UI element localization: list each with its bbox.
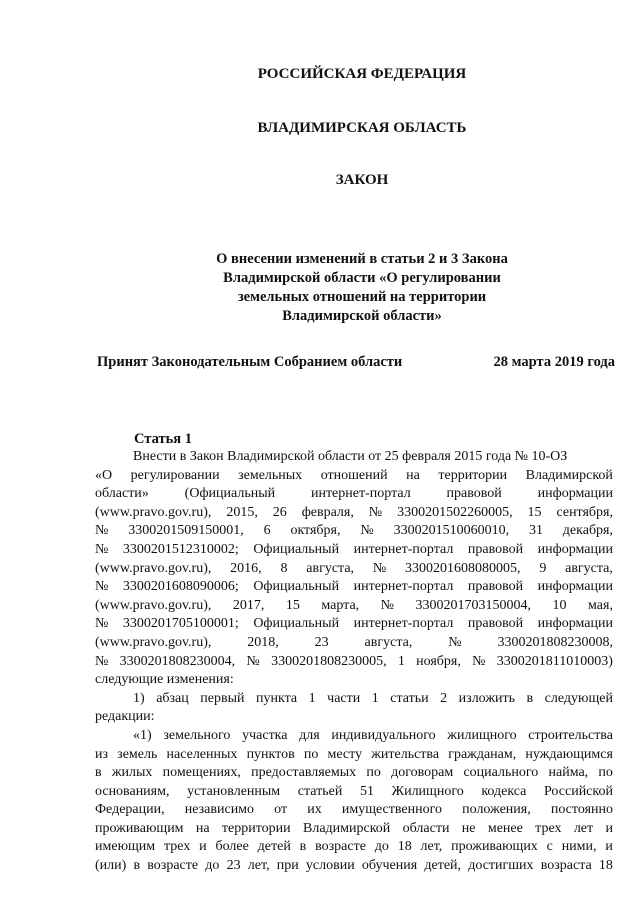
body-word: обучения — [361, 858, 418, 874]
body-word: земельного — [163, 727, 231, 743]
body-word: интернет-портал — [353, 579, 454, 595]
body-word: населенных — [166, 746, 238, 762]
body-word: августа, — [364, 634, 413, 650]
body-line — [95, 541, 613, 560]
body-word: (www.pravo.gov.ru), — [95, 504, 212, 520]
body-word: (www.pravo.gov.ru), — [95, 597, 212, 613]
body-word: детей, — [424, 858, 462, 874]
body-word: трех — [535, 820, 562, 836]
body-word: нуждающимся — [525, 746, 613, 762]
body-word: в — [526, 690, 534, 706]
body-word: 31 — [528, 523, 543, 539]
body-word: № — [372, 560, 387, 576]
body-word: гражданам, — [448, 746, 517, 762]
body-line — [95, 615, 613, 634]
body-word: по — [366, 765, 381, 781]
article-heading: Статья 1 — [134, 431, 192, 447]
body-word: интернет-портал — [310, 486, 411, 502]
body-word: мая, — [588, 597, 613, 613]
body-word: информации — [537, 541, 613, 557]
body-word: 18 — [598, 858, 613, 874]
body-word: № — [95, 616, 109, 632]
body-word: 2017, — [232, 597, 265, 613]
body-word: проживающим — [95, 820, 184, 836]
body-word: пунктов — [246, 746, 295, 762]
header-region: ВЛАДИМИРСКАЯ ОБЛАСТЬ — [257, 120, 467, 136]
body-word: 3300201808230004, — [119, 653, 236, 669]
body-word: в — [95, 765, 102, 781]
adoption-row — [97, 354, 615, 374]
body-word: правовой — [467, 616, 524, 632]
body-line — [95, 727, 613, 746]
body-word: жилых — [111, 765, 153, 781]
body-word: августа, — [306, 560, 355, 576]
body-line — [95, 653, 613, 672]
body-word: предоставляемых — [251, 765, 357, 781]
article-body — [95, 448, 613, 876]
body-word: найма, — [548, 765, 589, 781]
body-line — [95, 764, 613, 783]
body-word: 1 — [397, 653, 405, 669]
law-title — [42, 250, 640, 326]
body-word: интернет-портал — [353, 616, 454, 632]
body-line — [95, 838, 613, 857]
body-word: территории — [221, 820, 291, 836]
body-word: первый — [200, 690, 245, 706]
body-word: ними, — [561, 839, 597, 855]
body-word: № — [360, 523, 374, 539]
body-word: информации — [537, 579, 613, 595]
body-word: области» — [95, 486, 149, 502]
body-word: 3300201510060010, — [393, 523, 510, 539]
body-word: (Официальный — [184, 486, 276, 502]
body-word: Жилищного — [391, 783, 464, 799]
body-word: кодекса — [481, 783, 527, 799]
body-word: 15 — [285, 597, 300, 613]
body-word: жительства — [371, 746, 440, 762]
body-word: 18 — [397, 839, 412, 855]
body-word: лет, — [420, 839, 443, 855]
body-word: менее — [487, 820, 523, 836]
body-word: Официальный — [253, 541, 340, 557]
body-word: 3300201608090006; — [122, 579, 239, 595]
body-word: 3300201811010003) — [496, 653, 613, 669]
body-word: 3300201502260005, — [397, 504, 513, 520]
body-word: 3300201608080005, — [405, 560, 521, 576]
body-word: 10 — [552, 597, 567, 613]
body-word: декабря, — [562, 523, 613, 539]
body-word: и — [199, 839, 207, 855]
body-word: месту — [327, 746, 363, 762]
body-line — [95, 560, 613, 579]
body-word: и — [605, 820, 613, 836]
body-word: 23 — [226, 858, 241, 874]
body-word: имеющим — [95, 839, 156, 855]
body-word: октября, — [290, 523, 341, 539]
body-word: № — [368, 504, 383, 520]
body-line — [95, 857, 613, 876]
body-line — [95, 746, 613, 765]
law-title-line: Владимирской области» — [282, 308, 442, 324]
body-word: имущественного — [341, 802, 443, 818]
body-word: пункта — [256, 690, 298, 706]
body-word: следующей — [544, 690, 613, 706]
body-word: их — [307, 802, 322, 818]
adoption-date: 28 марта 2019 года — [493, 354, 615, 370]
body-line — [95, 801, 613, 820]
body-word: правовой — [446, 486, 502, 502]
body-word: ноября, — [416, 653, 461, 669]
body-word: строительства — [528, 727, 613, 743]
body-word: до — [205, 858, 220, 874]
header-doc-type: ЗАКОН — [335, 172, 389, 188]
body-line — [95, 467, 613, 486]
body-word: 3300201509150001, — [128, 523, 244, 539]
body-word: по — [303, 746, 319, 762]
body-word: от — [274, 802, 288, 818]
body-word: Официальный — [253, 616, 340, 632]
body-word: 2016, — [230, 560, 262, 576]
body-word: 23 — [314, 634, 329, 650]
body-word: августа, — [565, 560, 613, 576]
body-word: 2018, — [247, 634, 279, 650]
body-word: Владимирской — [525, 467, 613, 483]
body-word: социального — [463, 765, 539, 781]
body-word: достигших — [468, 858, 534, 874]
body-word: основаниям, — [95, 783, 170, 799]
body-word: № — [95, 653, 109, 669]
body-word: с — [546, 839, 553, 855]
body-word: 1 — [371, 690, 379, 706]
body-line: Внести в Закон Владимирской области от 25 февраля 2015 года № 10-ОЗ — [133, 449, 568, 464]
body-word: 3300201703150004, — [415, 597, 532, 613]
body-word: положения, — [462, 802, 531, 818]
body-word: изложить — [458, 690, 515, 706]
body-word: возраста — [540, 858, 592, 874]
body-word: марта, — [321, 597, 360, 613]
body-word: статьи — [390, 690, 429, 706]
body-word: информации — [537, 486, 613, 502]
body-word: на — [195, 820, 210, 836]
body-word: до — [374, 839, 389, 855]
body-word: независимо — [184, 802, 255, 818]
body-word: для — [299, 727, 320, 743]
body-word: 8 — [280, 560, 288, 576]
body-word: «О — [95, 467, 113, 483]
body-word: части — [327, 690, 361, 706]
body-line — [95, 634, 613, 653]
body-word: «1) — [133, 727, 152, 743]
body-line — [95, 504, 613, 523]
body-word: № — [472, 653, 486, 669]
body-line — [95, 820, 613, 839]
body-word: Владимирской — [303, 820, 391, 836]
body-word: информации — [537, 616, 613, 632]
body-word: № — [95, 579, 109, 595]
body-word: 3300201808230008, — [497, 634, 613, 650]
body-word: из — [95, 746, 109, 762]
body-word: февраля, — [301, 504, 354, 520]
body-word: лет — [573, 820, 594, 836]
body-word: статьей — [297, 783, 343, 799]
body-line — [95, 597, 613, 616]
body-word: 15 — [527, 504, 542, 520]
body-word: постоянно — [550, 802, 613, 818]
body-word: в — [133, 858, 141, 874]
body-word: на — [406, 467, 420, 483]
body-word: трех — [163, 839, 191, 855]
header-country: РОССИЙСКАЯ ФЕДЕРАЦИЯ — [257, 66, 467, 82]
body-line: редакции: — [95, 709, 155, 725]
body-line — [95, 690, 613, 709]
body-word: территории — [438, 467, 508, 483]
body-word: при — [276, 858, 299, 874]
body-word: (www.pravo.gov.ru), — [95, 634, 212, 650]
body-word: правовой — [467, 579, 524, 595]
body-word: земельных — [238, 467, 303, 483]
body-word: № — [246, 653, 260, 669]
body-word: интернет-портал — [353, 541, 454, 557]
body-word: области — [402, 820, 450, 836]
body-line — [95, 522, 613, 541]
body-word: проживающих — [451, 839, 538, 855]
law-title-line: О внесении изменений в статьи 2 и 3 Закона — [216, 251, 508, 267]
body-word: не — [461, 820, 476, 836]
body-line — [95, 485, 613, 504]
body-word: № — [95, 541, 109, 557]
body-word: № — [380, 597, 395, 613]
body-word: правовой — [467, 541, 524, 557]
body-word: 6 — [263, 523, 271, 539]
body-word: 2 — [440, 690, 448, 706]
body-word: условии — [305, 858, 355, 874]
body-word: по — [598, 765, 613, 781]
body-word: (www.pravo.gov.ru), — [95, 560, 212, 576]
body-word: 1 — [308, 690, 316, 706]
body-word: земель — [117, 746, 158, 762]
body-word: детей — [257, 839, 291, 855]
body-word: 3300201808230005, — [271, 653, 387, 669]
body-word: лет, — [247, 858, 270, 874]
body-word: участка — [242, 727, 288, 743]
body-word: возрасте — [147, 858, 199, 874]
body-word: Российской — [543, 783, 613, 799]
adopted-by: Принят Законодательным Собранием области — [97, 354, 403, 370]
body-word: (или) — [95, 858, 127, 874]
body-word: индивидуального — [331, 727, 436, 743]
law-title-line: Владимирской области «О регулировании — [223, 270, 501, 286]
body-word: Официальный — [253, 579, 340, 595]
body-word: 51 — [359, 783, 374, 799]
body-word: 3300201512310002; — [122, 541, 239, 557]
body-word: регулировании — [130, 467, 220, 483]
body-word: установленным — [187, 783, 281, 799]
body-word: № — [95, 523, 109, 539]
body-word: договорам — [391, 765, 454, 781]
body-word: 1) — [133, 690, 145, 706]
body-word: 3300201705100001; — [122, 616, 239, 632]
body-word: более — [215, 839, 249, 855]
body-line — [95, 578, 613, 597]
body-word: жилищного — [447, 727, 517, 743]
body-word: сентября, — [556, 504, 613, 520]
law-title-line: земельных отношений на территории — [237, 289, 487, 305]
body-word: № — [448, 634, 462, 650]
body-line: следующие изменения: — [95, 672, 234, 688]
body-word: в — [299, 839, 307, 855]
body-word: 26 — [272, 504, 287, 520]
body-word: абзац — [156, 690, 189, 706]
body-word: Федерации, — [95, 802, 165, 818]
body-word: отношений — [320, 467, 388, 483]
body-word: 9 — [539, 560, 547, 576]
body-word: возрасте — [315, 839, 366, 855]
body-word: помещениях, — [162, 765, 241, 781]
body-word: 2015, — [226, 504, 258, 520]
body-word: и — [605, 839, 613, 855]
body-line — [95, 783, 613, 802]
